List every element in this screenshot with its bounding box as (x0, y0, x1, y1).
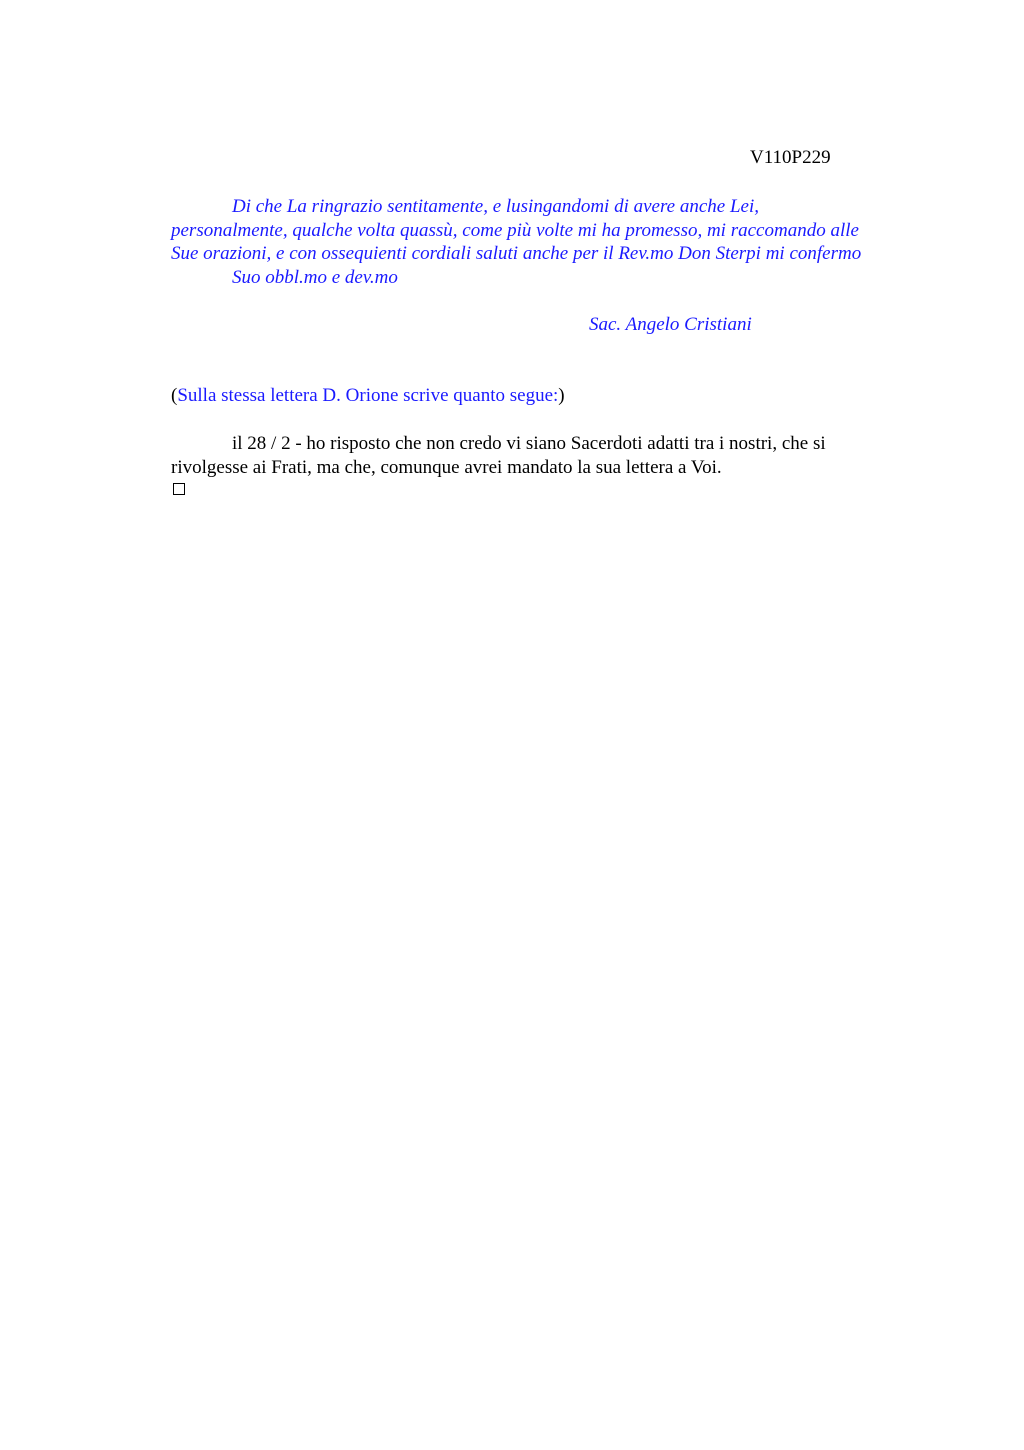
letter-line: Sue orazioni, e con ossequienti cordiali saluti anche per il Rev.mo Don Sterpi mi confermo (171, 243, 862, 264)
note-text: Sulla stessa lettera D. Orione scrive quanto segue: (177, 385, 559, 406)
letter-line: personalmente, qualche volta quassù, come più volte mi ha promesso, mi raccomando alle (171, 219, 859, 241)
note-open-paren: ( (171, 385, 178, 406)
reply-paragraph (171, 432, 931, 479)
page-reference: V110P229 (750, 147, 831, 168)
letter-closing: Suo obbl.mo e dev.mo (232, 266, 398, 288)
note-close-paren: ) (558, 385, 565, 406)
reply-line: il 28 / 2 - ho risposto che non credo vi siano Sacerdoti adatti tra i nostri, che si (232, 433, 826, 454)
reply-line: rivolgesse ai Frati, ma che, comunque avrei mandato la sua lettera a Voi. (171, 456, 722, 478)
letter-line: Di che La ringrazio sentitamente, e lusingandomi di avere anche Lei, (232, 196, 759, 217)
end-marker-box-icon (173, 483, 185, 495)
editorial-note (171, 384, 565, 408)
letter-body (171, 195, 931, 289)
letter-signature: Sac. Angelo Cristiani (589, 314, 752, 335)
